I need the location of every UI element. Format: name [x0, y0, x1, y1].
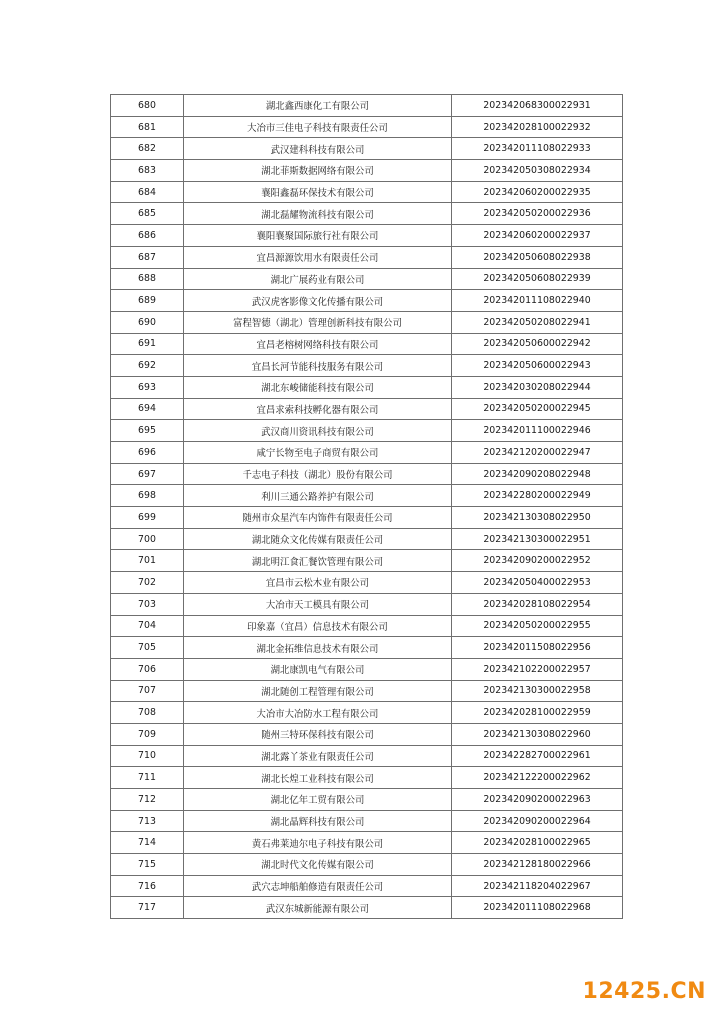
table-row: [111, 203, 623, 225]
company-name: 湖北露丫茶业有限责任公司: [184, 745, 452, 767]
row-number: 714: [111, 832, 184, 854]
company-name: 湖北广展药业有限公司: [184, 268, 452, 290]
company-name: 富程智德（湖北）管理创新科技有限公司: [184, 311, 452, 333]
row-number: 694: [111, 398, 184, 420]
company-name: 武汉虎客影像文化传播有限公司: [184, 290, 452, 312]
row-number: 696: [111, 442, 184, 464]
row-number: 706: [111, 658, 184, 680]
registration-code: 202342060200022935: [452, 181, 623, 203]
table-row: [111, 593, 623, 615]
table-row: [111, 225, 623, 247]
company-name: 大冶市天工模具有限公司: [184, 593, 452, 615]
registration-code: 202342028100022932: [452, 116, 623, 138]
enterprise-table: [110, 94, 623, 919]
row-number: 709: [111, 723, 184, 745]
row-number: 692: [111, 355, 184, 377]
row-number: 699: [111, 507, 184, 529]
company-name: 湖北随创工程管理有限公司: [184, 680, 452, 702]
registration-code: 202342050608022938: [452, 246, 623, 268]
registration-code: 202342011100022946: [452, 420, 623, 442]
company-name: 湖北随众文化传媒有限责任公司: [184, 528, 452, 550]
row-number: 716: [111, 875, 184, 897]
row-number: 681: [111, 116, 184, 138]
row-number: 680: [111, 95, 184, 117]
company-name: 随州三特环保科技有限公司: [184, 723, 452, 745]
row-number: 684: [111, 181, 184, 203]
table-row: [111, 658, 623, 680]
table-row: [111, 442, 623, 464]
table-row: [111, 789, 623, 811]
company-name: 湖北亿年工贸有限公司: [184, 789, 452, 811]
registration-code: 202342050308022934: [452, 160, 623, 182]
registration-code: 202342130308022950: [452, 507, 623, 529]
row-number: 690: [111, 311, 184, 333]
company-name: 湖北菲斯数据网络有限公司: [184, 160, 452, 182]
company-name: 宜昌源源饮用水有限责任公司: [184, 246, 452, 268]
registration-code: 2023420683000229З1: [452, 95, 623, 117]
row-number: 689: [111, 290, 184, 312]
company-name: 武穴志坤船舶修造有限责任公司: [184, 875, 452, 897]
row-number: 698: [111, 485, 184, 507]
company-name: 宜昌市云松木业有限公司: [184, 572, 452, 594]
table-row: [111, 745, 623, 767]
table-row: [111, 181, 623, 203]
registration-code: 202342050200022945: [452, 398, 623, 420]
row-number: 688: [111, 268, 184, 290]
row-number: 683: [111, 160, 184, 182]
company-name: 襄阳鑫磊环保技术有限公司: [184, 181, 452, 203]
registration-code: 202342050608022939: [452, 268, 623, 290]
registration-code: 202342122200022962: [452, 767, 623, 789]
table-row: [111, 246, 623, 268]
table-row: [111, 290, 623, 312]
registration-code: 202342282700022961: [452, 745, 623, 767]
company-name: 湖北东峻储能科技有限公司: [184, 376, 452, 398]
row-number: 697: [111, 463, 184, 485]
company-name: 湖北长煌工业科技有限公司: [184, 767, 452, 789]
registration-code: 202342118204022967: [452, 875, 623, 897]
registration-code: 202342090200022964: [452, 810, 623, 832]
row-number: 685: [111, 203, 184, 225]
registration-code: 202342130300022951: [452, 528, 623, 550]
company-name: 湖北明江食汇餐饮管理有限公司: [184, 550, 452, 572]
company-name: 武汉东城新能源有限公司: [184, 897, 452, 919]
company-name: 大冶市三佳电子科技有限责任公司: [184, 116, 452, 138]
table-row: [111, 398, 623, 420]
table-row: [111, 897, 623, 919]
table-row: [111, 463, 623, 485]
registration-code: 202342130308022960: [452, 723, 623, 745]
registration-code: 202342090200022952: [452, 550, 623, 572]
table-row: [111, 702, 623, 724]
registration-code: 202342090200022963: [452, 789, 623, 811]
registration-code: 202342120200022947: [452, 442, 623, 464]
company-name: 宜昌求索科技孵化器有限公司: [184, 398, 452, 420]
row-number: 700: [111, 528, 184, 550]
registration-code: 202342102200022957: [452, 658, 623, 680]
table-row: [111, 268, 623, 290]
table-row: [111, 138, 623, 160]
company-name: 武汉商川资讯科技有限公司: [184, 420, 452, 442]
row-number: 704: [111, 615, 184, 637]
company-name: 湖北鑫西康化工有限公司: [184, 95, 452, 117]
table-row: [111, 680, 623, 702]
company-name: 大冶市大冶防水工程有限公司: [184, 702, 452, 724]
table-row: [111, 95, 623, 117]
company-name: 利川三通公路养护有限公司: [184, 485, 452, 507]
row-number: 703: [111, 593, 184, 615]
company-name: 武汉建科科技有限公司: [184, 138, 452, 160]
company-name: 宜昌老榕树网络科技有限公司: [184, 333, 452, 355]
company-name: 襄阳襄聚国际旅行社有限公司: [184, 225, 452, 247]
table-row: [111, 832, 623, 854]
row-number: 705: [111, 637, 184, 659]
registration-code: 202342280200022949: [452, 485, 623, 507]
row-number: 707: [111, 680, 184, 702]
table-row: [111, 376, 623, 398]
company-name: 印象嘉（宜昌）信息技术有限公司: [184, 615, 452, 637]
registration-code: 202342050600022942: [452, 333, 623, 355]
registration-code: 202342050200022936: [452, 203, 623, 225]
company-name: 湖北时代文化传媒有限公司: [184, 854, 452, 876]
registration-code: 202342130300022958: [452, 680, 623, 702]
company-name: 湖北金拓维信息技术有限公司: [184, 637, 452, 659]
company-name: 湖北晶辉科技有限公司: [184, 810, 452, 832]
company-name: 湖北康凯电气有限公司: [184, 658, 452, 680]
registration-code: 202342028108022954: [452, 593, 623, 615]
table-row: [111, 311, 623, 333]
company-name: 随州市众星汽车内饰件有限责任公司: [184, 507, 452, 529]
registration-code: 202342050200022955: [452, 615, 623, 637]
company-name: 黄石弗莱迪尔电子科技有限公司: [184, 832, 452, 854]
row-number: 710: [111, 745, 184, 767]
row-number: 695: [111, 420, 184, 442]
row-number: 717: [111, 897, 184, 919]
row-number: 701: [111, 550, 184, 572]
row-number: 686: [111, 225, 184, 247]
table-row: [111, 160, 623, 182]
row-number: 712: [111, 789, 184, 811]
company-name: 湖北磊耀物流科技有限公司: [184, 203, 452, 225]
row-number: 687: [111, 246, 184, 268]
table-row: [111, 615, 623, 637]
row-number: 708: [111, 702, 184, 724]
row-number: 702: [111, 572, 184, 594]
table-body: [111, 95, 623, 919]
table-row: [111, 723, 623, 745]
registration-code: 202342050600022943: [452, 355, 623, 377]
registration-code: 202342011108022968: [452, 897, 623, 919]
row-number: 691: [111, 333, 184, 355]
company-name: 宜昌长河节能科技服务有限公司: [184, 355, 452, 377]
table-row: [111, 355, 623, 377]
row-number: 693: [111, 376, 184, 398]
table-row: [111, 507, 623, 529]
registration-code: 202342050208022941: [452, 311, 623, 333]
table-row: [111, 637, 623, 659]
site-watermark: 12425.CN: [582, 979, 706, 1004]
table-row: [111, 572, 623, 594]
registration-code: 202342030208022944: [452, 376, 623, 398]
row-number: 682: [111, 138, 184, 160]
company-name: 咸宁长物至电子商贸有限公司: [184, 442, 452, 464]
table-row: [111, 528, 623, 550]
table-row: [111, 767, 623, 789]
registration-code: 202342028100022959: [452, 702, 623, 724]
registration-code: 202342011108022940: [452, 290, 623, 312]
company-name: 千志电子科技（湖北）股份有限公司: [184, 463, 452, 485]
row-number: 713: [111, 810, 184, 832]
table-row: [111, 550, 623, 572]
table-row: [111, 485, 623, 507]
registration-code: 202342060200022937: [452, 225, 623, 247]
registration-code: 202342128180022966: [452, 854, 623, 876]
table-row: [111, 810, 623, 832]
row-number: 715: [111, 854, 184, 876]
registration-code: 202342090208022948: [452, 463, 623, 485]
registration-code: 202342011108022933: [452, 138, 623, 160]
registration-code: 202342011508022956: [452, 637, 623, 659]
registration-code: 202342050400022953: [452, 572, 623, 594]
row-number: 711: [111, 767, 184, 789]
table-row: [111, 333, 623, 355]
table-row: [111, 854, 623, 876]
table-row: [111, 420, 623, 442]
table-row: [111, 116, 623, 138]
table-row: [111, 875, 623, 897]
registration-code: 202342028100022965: [452, 832, 623, 854]
